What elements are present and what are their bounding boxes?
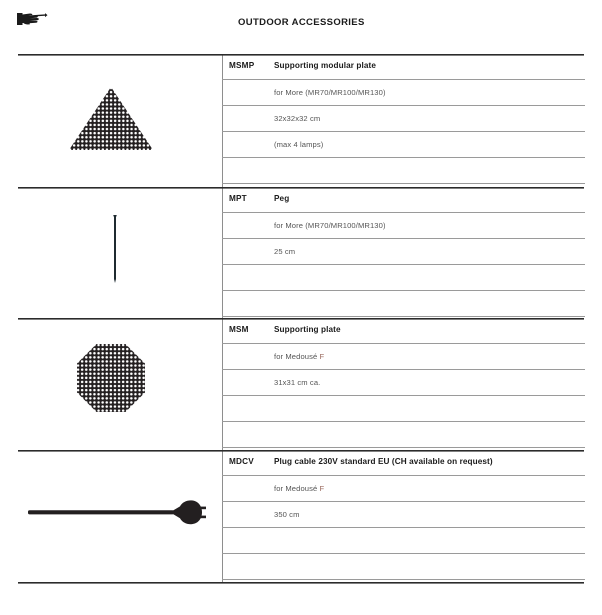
product-text-cell — [222, 318, 602, 450]
spec-row — [222, 370, 585, 396]
product-image-cell — [0, 450, 222, 582]
spec-row — [222, 344, 585, 370]
product-text-cell — [222, 54, 602, 187]
spec-row — [222, 80, 585, 106]
product-detail: for More (MR70/MR100/MR130) — [274, 221, 386, 230]
row-rule — [222, 579, 585, 580]
product-detail: for More (MR70/MR100/MR130) — [274, 88, 386, 97]
product-detail-tinted: F — [319, 484, 325, 493]
spec-row — [222, 187, 585, 213]
spec-row — [222, 265, 585, 291]
product-image-cell — [0, 187, 222, 318]
product-detail: 350 cm — [274, 510, 300, 519]
product-detail-tinted: F — [319, 352, 325, 361]
product-detail: 32x32x32 cm — [274, 114, 321, 123]
product-title: Supporting plate — [274, 325, 341, 334]
spec-row — [222, 291, 585, 317]
triangle-halftone-icon — [68, 86, 154, 153]
product-section-mpt — [0, 187, 602, 318]
product-detail — [274, 484, 324, 493]
spec-row — [222, 106, 585, 132]
spec-row — [222, 528, 585, 554]
product-image-cell — [0, 318, 222, 450]
product-detail: 31x31 cm ca. — [274, 378, 321, 387]
product-section-msmp — [0, 54, 602, 187]
spec-row — [222, 476, 585, 502]
page-header — [0, 0, 602, 50]
page-title: OUTDOOR ACCESSORIES — [238, 17, 365, 28]
product-title: Plug cable 230V standard EU (CH available on request) — [274, 457, 493, 466]
row-rule — [222, 316, 585, 317]
product-detail — [274, 352, 324, 361]
spec-row — [222, 502, 585, 528]
spec-row — [222, 158, 585, 184]
peg-spike-icon — [112, 215, 118, 283]
product-code: MPT — [229, 194, 247, 203]
row-rule — [222, 447, 585, 448]
spec-row — [222, 396, 585, 422]
table-bottom-rule — [18, 582, 584, 583]
pointing-hand-icon — [16, 9, 48, 29]
spec-row — [222, 213, 585, 239]
row-rule — [222, 183, 585, 184]
spec-row — [222, 132, 585, 158]
product-section-msm — [0, 318, 602, 450]
product-title: Supporting modular plate — [274, 61, 377, 70]
spec-row — [222, 318, 585, 344]
product-text-cell — [222, 187, 602, 318]
product-code: MDCV — [229, 457, 254, 466]
product-detail-text: for Medousé — [274, 352, 320, 361]
spec-row — [222, 54, 585, 80]
product-image-cell — [0, 54, 222, 187]
product-section-mdcv — [0, 450, 602, 582]
octagon-halftone-icon — [76, 343, 146, 413]
spec-row — [222, 554, 585, 580]
product-text-cell — [222, 450, 602, 582]
product-code: MSM — [229, 325, 249, 334]
product-code: MSMP — [229, 61, 255, 70]
plug-cable-icon — [28, 498, 206, 528]
spec-row — [222, 422, 585, 448]
product-detail-text: for Medousé — [274, 484, 320, 493]
product-detail: (max 4 lamps) — [274, 140, 324, 149]
product-title: Peg — [274, 194, 290, 203]
product-detail: 25 cm — [274, 247, 296, 256]
spec-row — [222, 239, 585, 265]
spec-row — [222, 450, 585, 476]
accessories-table — [0, 50, 602, 584]
